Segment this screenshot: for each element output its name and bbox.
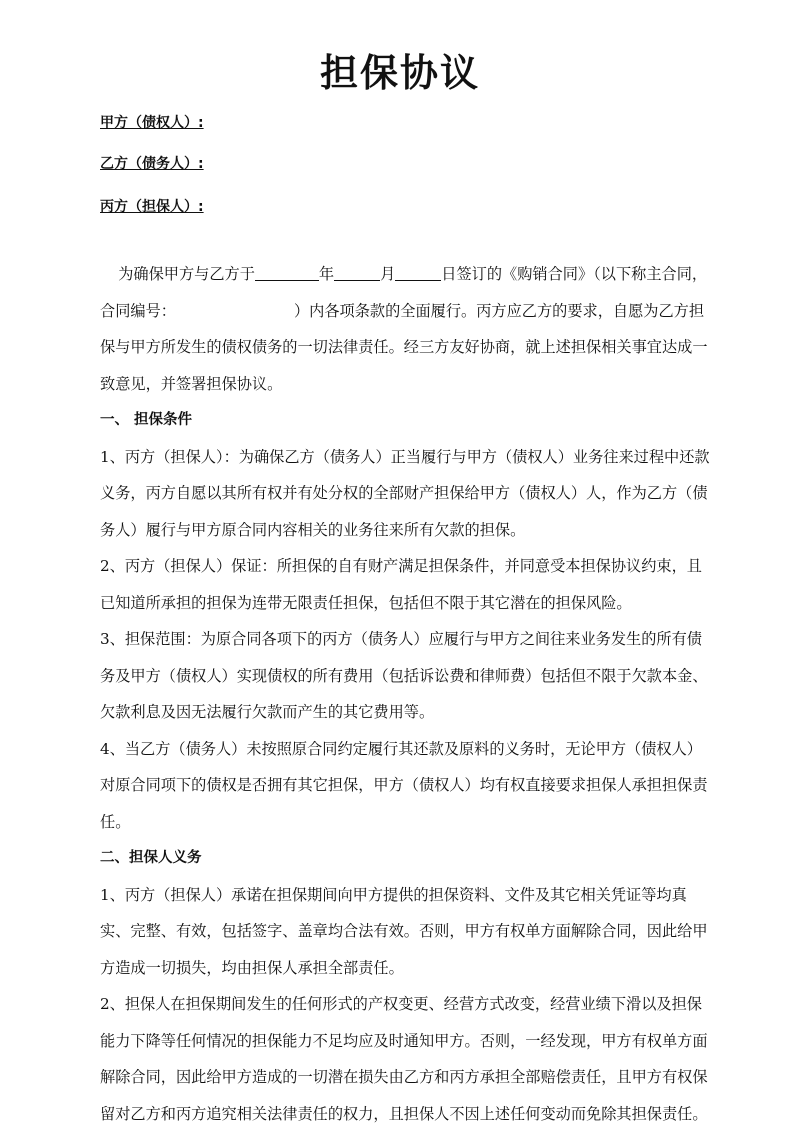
intro-year: 年: [318, 265, 335, 283]
section2-item-1: 1、丙方（担保人）承诺在担保期间向甲方提供的担保资料、文件及其它相关凭证等均真实、完整、有效，包括签字、盖章均合法有效。否则，甲方有权单方面解除合同，因此给甲方造成一切损失，均由担保人承担全部责任。: [100, 885, 708, 977]
section1-item-3: 3、担保范围：为原合同各项下的丙方（债务人）应履行与甲方之间往来业务发生的所有债务及甲方（债权人）实现债权的所有费用（包括诉讼费和律师费）包括但不限于欠款本金、欠款利息及因无法履行欠款而产生的其它费用等。: [100, 630, 708, 721]
document-body: [100, 256, 710, 1132]
intro-paragraph: [100, 256, 710, 402]
date-month-blank: [334, 265, 380, 281]
date-year-blank: [255, 265, 319, 281]
intro-text-2: 日签订的《购销合同》（以下称主合同，合同编号：: [100, 265, 708, 320]
section1-item-2: 2、丙方（担保人）保证：所担保的自有财产满足担保条件，并同意受本担保协议约束，且已知道所承担的担保为连带无限责任担保，包括但不限于其它潜在的担保风险。: [100, 557, 702, 612]
section1-item-4: 4、当乙方（债务人）未按照原合同约定履行其还款及原料的义务时，无论甲方（债权人）对原合同项下的债权是否拥有其它担保，甲方（债权人）均有权直接要求担保人承担担保责任。: [100, 739, 708, 831]
document-title: 担保协议: [319, 51, 480, 95]
party-guarantor: [100, 196, 210, 216]
party-guarantor-label: 丙方（担保人）:: [100, 199, 204, 215]
intro-text-1: 为确保甲方与乙方于: [118, 265, 255, 283]
party-debtor-label: 乙方（债务人）:: [100, 156, 204, 172]
intro-month: 月: [380, 265, 396, 283]
intro-text-3: ）内各项条款的全面履行。丙方应乙方的要求，自愿为乙方担保与甲方所发生的债权债务的一切法律责任。经三方友好协商，就上述担保相关事宜达成一致意见，并签署担保协议。: [100, 301, 708, 393]
section1-heading: 一、 担保条件: [100, 412, 193, 428]
section2-item-2: 2、担保人在担保期间发生的任何形式的产权变更、经营方式改变，经营业绩下滑以及担保能力下降等任何情况的担保能力不足均应及时通知甲方。否则，一经发现，甲方有权单方面解除合同，因此给甲方造成的一切潜在损失由乙方和丙方承担全部赔偿责任，且甲方有权保留对乙方和丙方追究相关法律责任的权力，且担保人不因上述任何变动而免除其担保责任。: [100, 995, 708, 1123]
section2-heading: 二、担保人义务: [100, 850, 202, 866]
party-debtor: [100, 153, 210, 173]
party-creditor: [100, 112, 210, 132]
date-day-blank: [395, 265, 441, 281]
section1-item-1: 1、丙方（担保人）：为确保乙方（债务人）正当履行与甲方（债权人）业务往来过程中还款义务，丙方自愿以其所有权并有处分权的全部财产担保给甲方（债权人）人，作为乙方（债务人）履行与甲方原合同内容相关的业务往来所有欠款的担保。: [100, 447, 710, 539]
party-creditor-label: 甲方（债权人）:: [100, 115, 204, 131]
